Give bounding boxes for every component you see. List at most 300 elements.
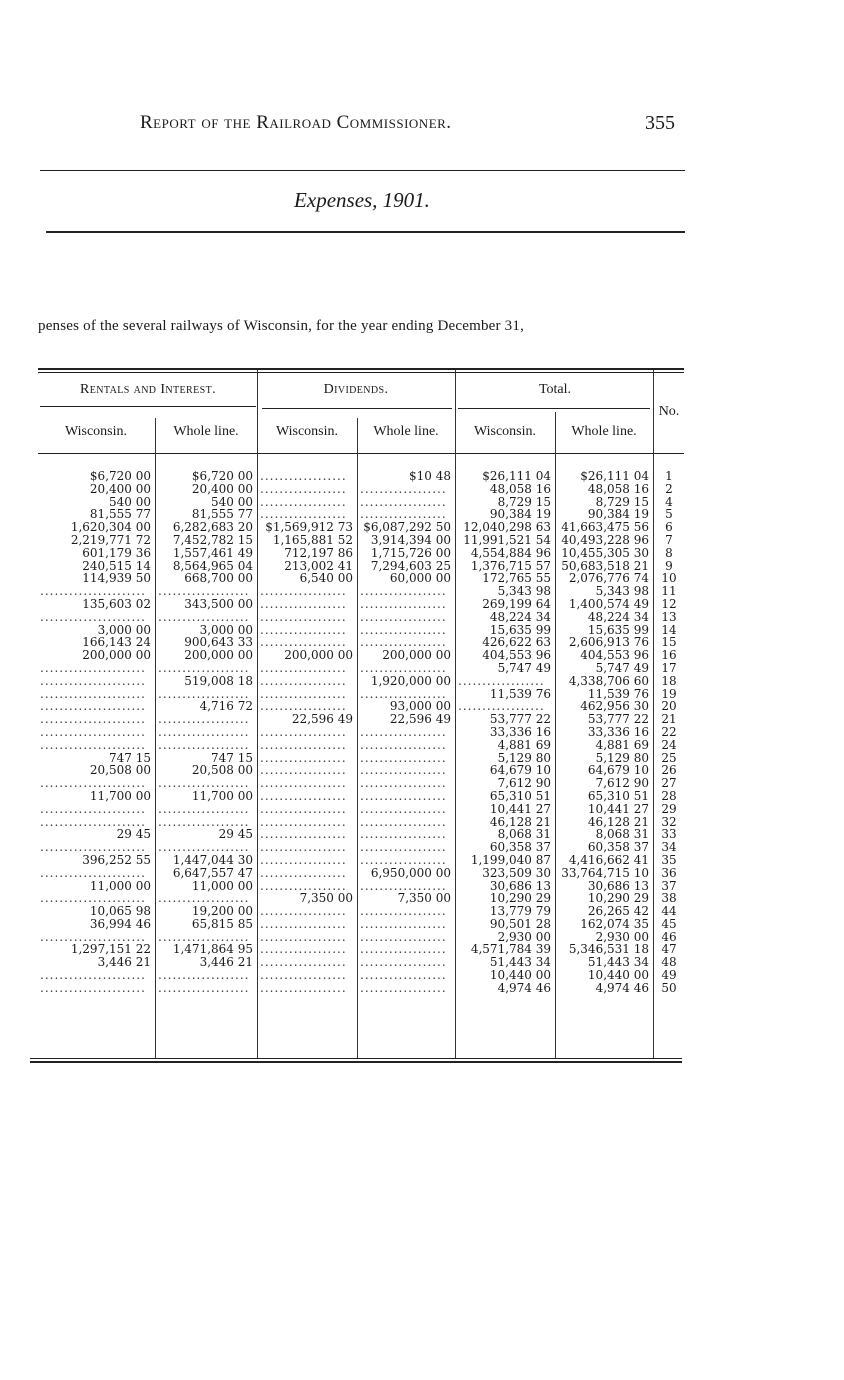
table-row (38, 841, 684, 854)
cell-rl: 3,446 21 (199, 956, 253, 970)
cell-dl: .................. (360, 777, 447, 790)
table-row (38, 675, 684, 688)
cell-tl: 26,265 42 (587, 905, 649, 918)
cell-tw: .................. (458, 700, 545, 714)
cell-rl: ................... (158, 802, 250, 816)
cell-rl: ................... (158, 610, 250, 624)
cell-rw: 3,446 21 (97, 956, 151, 970)
cell-tl: 53,777 22 (587, 713, 649, 726)
cell-tw: 30,686 13 (489, 879, 551, 893)
cell-no: 22 (661, 725, 677, 739)
cell-rl: ................... (158, 841, 250, 854)
cell-tw: 4,881 69 (497, 738, 551, 752)
table-row (38, 598, 684, 611)
cell-dl: .................. (360, 828, 447, 842)
cell-dw: .................. (260, 636, 347, 650)
cell-dw: .................. (260, 610, 347, 624)
cell-dl: .................. (360, 917, 447, 931)
table-body (38, 470, 684, 995)
cell-tw: 5,343 98 (497, 585, 551, 598)
cell-rw: ...................... (40, 930, 146, 944)
cell-no: 5 (665, 508, 673, 522)
cell-dw: 712,197 86 (284, 546, 353, 560)
cell-rw: 166,143 24 (82, 636, 151, 650)
table-row (38, 726, 684, 739)
cell-no: 33 (661, 828, 677, 842)
cell-tl: 50,683,518 21 (561, 559, 649, 573)
cell-tl: 162,074 35 (580, 917, 649, 931)
cell-dl: .................. (360, 956, 447, 970)
no-header: No. (658, 404, 680, 419)
cell-rl: 1,557,461 49 (172, 546, 253, 560)
cell-dl: 3,914,394 00 (370, 533, 451, 547)
table-row (38, 982, 684, 995)
cell-dl: .................. (360, 495, 447, 509)
sub-header-dividends-whole-line: Whole line. (373, 424, 439, 439)
cell-tw: 15,635 99 (489, 623, 551, 637)
cell-no: 44 (661, 905, 677, 918)
cell-tw: 2,930 00 (497, 930, 551, 944)
table-row (38, 803, 684, 816)
cell-no: 14 (661, 623, 677, 637)
cell-tl: 64,679 10 (587, 764, 649, 778)
cell-no: 32 (661, 815, 677, 829)
cell-tw: 11,991,521 54 (463, 533, 551, 547)
table-row (38, 956, 684, 969)
cell-tl: 46,128 21 (587, 815, 649, 829)
cell-dw: 22,596 49 (291, 713, 353, 726)
table-row (38, 790, 684, 803)
cell-no: 18 (661, 674, 677, 688)
cell-tl: 4,881 69 (595, 738, 649, 752)
cell-dw: .................. (260, 879, 347, 893)
cell-dl: 7,294,603 25 (370, 559, 451, 573)
cell-no: 11 (661, 585, 677, 598)
cell-tw: 12,040,298 63 (463, 521, 551, 534)
table-row (38, 943, 684, 956)
cell-tl: 48,224 34 (587, 610, 649, 624)
group-rule-total (458, 408, 650, 409)
cell-rw: ...................... (40, 661, 146, 675)
table-row (38, 534, 684, 547)
cell-rw: 10,065 98 (89, 905, 151, 918)
cell-dl: .................. (360, 725, 447, 739)
cell-tw: 323,509 30 (482, 866, 551, 880)
cell-no: 37 (661, 879, 677, 893)
cell-no: 29 (661, 802, 677, 816)
cell-dl: .................. (360, 687, 447, 701)
table-row (38, 688, 684, 701)
cell-dl: .................. (360, 623, 447, 637)
cell-rl: ................... (158, 930, 250, 944)
cell-tw: 10,440 00 (489, 969, 551, 982)
cell-no: 27 (661, 777, 677, 790)
cell-dl: .................. (360, 815, 447, 829)
cell-dw: .................. (260, 969, 347, 982)
cell-tl: 2,606,913 76 (568, 636, 649, 650)
cell-rl: 1,471,864 95 (172, 943, 253, 957)
cell-tw: 8,068 31 (497, 828, 551, 842)
cell-dw: .................. (260, 585, 347, 598)
cell-rl: ................... (158, 777, 250, 790)
cell-tl: 4,338,706 60 (568, 674, 649, 688)
cell-tl: 8,068 31 (595, 828, 649, 842)
cell-dw: .................. (260, 956, 347, 970)
cell-tw: 5,129 80 (497, 751, 551, 765)
cell-dw: .................. (260, 802, 347, 816)
cell-rw: 601,179 36 (82, 546, 151, 560)
cell-tl: 30,686 13 (587, 879, 649, 893)
table-row (38, 624, 684, 637)
intro-text: penses of the several railways of Wisconsin, for the year ending December 31, (38, 318, 525, 334)
cell-dl: $10 48 (409, 470, 451, 483)
cell-no: 12 (661, 597, 677, 611)
cell-tl: 33,764,715 10 (561, 866, 649, 880)
cell-dl: .................. (360, 879, 447, 893)
table-row (38, 905, 684, 918)
cell-rl: 20,400 00 (191, 482, 253, 496)
cell-tl: 5,747 49 (595, 661, 649, 675)
cell-dw: 213,002 41 (284, 559, 353, 573)
cell-rl: 668,700 00 (184, 572, 253, 586)
cell-no: 35 (661, 853, 677, 867)
cell-tl: 10,440 00 (587, 969, 649, 982)
cell-dw: .................. (260, 930, 347, 944)
cell-rw: 11,700 00 (89, 789, 151, 803)
table-row (38, 700, 684, 713)
cell-tl: 10,455,305 30 (561, 546, 649, 560)
cell-rw: 200,000 00 (82, 649, 151, 662)
table-row (38, 649, 684, 662)
cell-rl: 519,008 18 (184, 674, 253, 688)
cell-tw: 269,199 64 (482, 597, 551, 611)
table-row (38, 816, 684, 829)
group-rule-rentals (40, 406, 256, 407)
cell-rw: ...................... (40, 815, 146, 829)
cell-tw: 8,729 15 (497, 495, 551, 509)
cell-dw: .................. (260, 738, 347, 752)
cell-no: 13 (661, 610, 677, 624)
cell-rl: 65,815 85 (191, 917, 253, 931)
cell-dw: .................. (260, 508, 347, 522)
table-row (38, 470, 684, 483)
cell-dl: .................. (360, 853, 447, 867)
cell-rw: ...................... (40, 700, 146, 714)
cell-dw: .................. (260, 917, 347, 931)
table-row (38, 880, 684, 893)
cell-dw: .................. (260, 495, 347, 509)
cell-dw: 200,000 00 (284, 649, 353, 662)
group-header-dividends: Dividends. (323, 382, 389, 397)
cell-tw: 51,443 34 (489, 956, 551, 970)
cell-no: 20 (661, 700, 677, 714)
cell-rw: ...................... (40, 738, 146, 752)
cell-rl: 11,700 00 (191, 789, 253, 803)
cell-dw: .................. (260, 815, 347, 829)
cell-tl: 462,956 30 (580, 700, 649, 714)
cell-dl: .................. (360, 585, 447, 598)
cell-tw: 7,612 90 (497, 777, 551, 790)
cell-rw: 3,000 00 (97, 623, 151, 637)
cell-dl: 60,000 00 (389, 572, 451, 586)
cell-dw: .................. (260, 687, 347, 701)
cell-rw: 1,297,151 22 (70, 943, 151, 957)
cell-dw: .................. (260, 841, 347, 854)
cell-dw: 1,165,881 52 (272, 533, 353, 547)
cell-dw: .................. (260, 777, 347, 790)
table-row (38, 713, 684, 726)
cell-rl: 6,282,683 20 (172, 521, 253, 534)
cell-tw: 90,384 19 (489, 508, 551, 522)
cell-tw: 46,128 21 (489, 815, 551, 829)
table-row (38, 739, 684, 752)
table-row (38, 918, 684, 931)
cell-tw: 172,765 55 (482, 572, 551, 586)
cell-dl: .................. (360, 969, 447, 982)
cell-dl: 1,715,726 00 (370, 546, 451, 560)
cell-tw: 1,199,040 87 (470, 853, 551, 867)
table-row (38, 585, 684, 598)
cell-tl: 60,358 37 (587, 841, 649, 854)
table-row (38, 547, 684, 560)
cell-no: 34 (661, 841, 677, 854)
cell-rw: ...................... (40, 802, 146, 816)
cell-dl: 1,920,000 00 (370, 674, 451, 688)
cell-tl: 4,974 46 (595, 981, 649, 995)
cell-tw: 64,679 10 (489, 764, 551, 778)
cell-dl: .................. (360, 636, 447, 650)
cell-rw: 396,252 55 (82, 853, 151, 867)
cell-tw: 4,571,784 39 (470, 943, 551, 957)
header-rule (40, 170, 685, 171)
cell-tl: 5,346,531 18 (568, 943, 649, 957)
cell-rw: ...................... (40, 585, 146, 598)
table-row (38, 777, 684, 790)
cell-dl: .................. (360, 789, 447, 803)
cell-dw: .................. (260, 789, 347, 803)
cell-tl: 51,443 34 (587, 956, 649, 970)
cell-dw: .................. (260, 764, 347, 778)
table-row (38, 560, 684, 573)
cell-rl: $6,720 00 (191, 470, 253, 483)
cell-tl: 1,400,574 49 (568, 597, 649, 611)
cell-dw: .................. (260, 623, 347, 637)
cell-rl: 8,564,965 04 (172, 559, 253, 573)
cell-rw: ...................... (40, 981, 146, 995)
cell-rw: 240,515 14 (82, 559, 151, 573)
group-header-total: Total. (538, 382, 572, 397)
cell-tl: 40,493,228 96 (561, 533, 649, 547)
cell-tw: 11,539 76 (489, 687, 551, 701)
cell-no: 26 (661, 764, 677, 778)
cell-tl: 2,076,776 74 (568, 572, 649, 586)
cell-dl: $6,087,292 50 (363, 521, 451, 534)
cell-tl: 41,663,475 56 (561, 521, 649, 534)
cell-dw: .................. (260, 661, 347, 675)
cell-rl: ................... (158, 661, 250, 675)
cell-dl: .................. (360, 981, 447, 995)
sub-header-rentals-whole-line: Whole line. (173, 424, 239, 439)
cell-rw: ...................... (40, 969, 146, 982)
cell-rw: $6,720 00 (89, 470, 151, 483)
cell-tw: 4,974 46 (497, 981, 551, 995)
cell-rw: ...................... (40, 777, 146, 790)
sub-header-total-whole-line: Whole line. (571, 424, 637, 439)
cell-no: 19 (661, 687, 677, 701)
table-row (38, 752, 684, 765)
cell-no: 4 (665, 495, 673, 509)
cell-rl: 3,000 00 (199, 623, 253, 637)
cell-tl: 48,058 16 (587, 482, 649, 496)
cell-rw: 11,000 00 (89, 879, 151, 893)
cell-no: 6 (665, 521, 673, 534)
cell-dl: .................. (360, 482, 447, 496)
cell-tw: .................. (458, 674, 545, 688)
cell-rl: 20,508 00 (191, 764, 253, 778)
cell-rl: ................... (158, 815, 250, 829)
cell-tl: 404,553 96 (580, 649, 649, 662)
cell-rl: 747 15 (211, 751, 253, 765)
cell-tw: 48,224 34 (489, 610, 551, 624)
table-row (38, 611, 684, 624)
table-row (38, 969, 684, 982)
cell-rw: ...................... (40, 866, 146, 880)
cell-tw: 5,747 49 (497, 661, 551, 675)
cell-dl: 93,000 00 (389, 700, 451, 714)
cell-tl: 15,635 99 (587, 623, 649, 637)
cell-tw: 10,290 29 (489, 892, 551, 906)
cell-dl: .................. (360, 610, 447, 624)
cell-rw: 2,219,771 72 (70, 533, 151, 547)
table-row (38, 521, 684, 534)
cell-tw: 65,310 51 (489, 789, 551, 803)
cell-dl: 200,000 00 (382, 649, 451, 662)
cell-tl: 8,729 15 (595, 495, 649, 509)
cell-rw: ...................... (40, 610, 146, 624)
cell-rw: 20,508 00 (89, 764, 151, 778)
cell-dl: .................. (360, 508, 447, 522)
cell-no: 50 (661, 981, 677, 995)
cell-dl: .................. (360, 764, 447, 778)
cell-dl: .................. (360, 905, 447, 918)
cell-dl: 7,350 00 (397, 892, 451, 906)
cell-tw: 53,777 22 (489, 713, 551, 726)
cell-no: 24 (661, 738, 677, 752)
table-row (38, 636, 684, 649)
cell-no: 49 (661, 969, 677, 982)
cell-rw: 29 45 (116, 828, 151, 842)
page-number: 355 (645, 112, 675, 134)
cell-dw: $1,569,912 73 (265, 521, 353, 534)
cell-dw: .................. (260, 943, 347, 957)
cell-dw: .................. (260, 674, 347, 688)
cell-tw: 33,336 16 (489, 725, 551, 739)
cell-tl: 10,441 27 (587, 802, 649, 816)
header-bottom-rule (38, 453, 684, 454)
cell-tl: 11,539 76 (587, 687, 649, 701)
cell-no: 25 (661, 751, 677, 765)
sub-header-total-wisconsin: Wisconsin. (473, 424, 537, 439)
cell-dl: .................. (360, 943, 447, 957)
cell-rw: 20,400 00 (89, 482, 151, 496)
cell-tw: $26,111 04 (482, 470, 551, 483)
cell-rl: 1,447,044 30 (172, 853, 253, 867)
cell-rw: 1,620,304 00 (70, 521, 151, 534)
cell-dw: .................. (260, 905, 347, 918)
cell-tw: 4,554,884 96 (470, 546, 551, 560)
cell-rl: 343,500 00 (184, 597, 253, 611)
cell-no: 2 (665, 482, 673, 496)
table-row (38, 867, 684, 880)
cell-rw: ...................... (40, 687, 146, 701)
cell-rl: 6,647,557 47 (172, 866, 253, 880)
cell-tw: 13,779 79 (489, 905, 551, 918)
cell-tw: 10,441 27 (489, 802, 551, 816)
cell-rl: 81,555 77 (191, 508, 253, 522)
table-row (38, 931, 684, 944)
cell-no: 45 (661, 917, 677, 931)
cell-dw: .................. (260, 482, 347, 496)
cell-no: 1 (665, 470, 673, 483)
cell-tl: 10,290 29 (587, 892, 649, 906)
table-row (38, 892, 684, 905)
cell-dl: .................. (360, 661, 447, 675)
page-subtitle: Expenses, 1901. (294, 188, 430, 212)
cell-dw: .................. (260, 725, 347, 739)
cell-rl: ................... (158, 713, 250, 726)
cell-no: 38 (661, 892, 677, 906)
cell-tw: 48,058 16 (489, 482, 551, 496)
cell-dl: .................. (360, 597, 447, 611)
table-top-rule-2 (38, 372, 684, 373)
table-bottom-rule-2 (30, 1061, 682, 1063)
cell-dw: 6,540 00 (299, 572, 353, 586)
subtitle-rule (46, 231, 685, 233)
cell-rl: ................... (158, 725, 250, 739)
cell-rl: 540 00 (211, 495, 253, 509)
cell-no: 15 (661, 636, 677, 650)
cell-dl: .................. (360, 738, 447, 752)
table-row (38, 662, 684, 675)
cell-no: 17 (661, 661, 677, 675)
cell-rl: 11,000 00 (191, 879, 253, 893)
cell-no: 48 (661, 956, 677, 970)
cell-tl: 65,310 51 (587, 789, 649, 803)
cell-dl: .................. (360, 930, 447, 944)
cell-rl: 19,200 00 (191, 905, 253, 918)
cell-no: 9 (665, 559, 673, 573)
cell-no: 21 (661, 713, 677, 726)
cell-rl: ................... (158, 738, 250, 752)
cell-rl: ................... (158, 969, 250, 982)
cell-rl: 7,452,782 15 (172, 533, 253, 547)
cell-tl: 90,384 19 (587, 508, 649, 522)
cell-rl: 29 45 (218, 828, 253, 842)
table-row (38, 508, 684, 521)
cell-rl: 4,716 72 (199, 700, 253, 714)
sub-header-rentals-wisconsin: Wisconsin. (64, 424, 128, 439)
cell-tw: 60,358 37 (489, 841, 551, 854)
cell-dl: .................. (360, 841, 447, 854)
cell-tl: 2,930 00 (595, 930, 649, 944)
cell-tw: 426,622 63 (482, 636, 551, 650)
cell-no: 7 (665, 533, 673, 547)
cell-no: 47 (661, 943, 677, 957)
cell-no: 16 (661, 649, 677, 662)
cell-tw: 90,501 28 (489, 917, 551, 931)
cell-tl: $26,111 04 (580, 470, 649, 483)
table-top-rule (38, 368, 684, 370)
